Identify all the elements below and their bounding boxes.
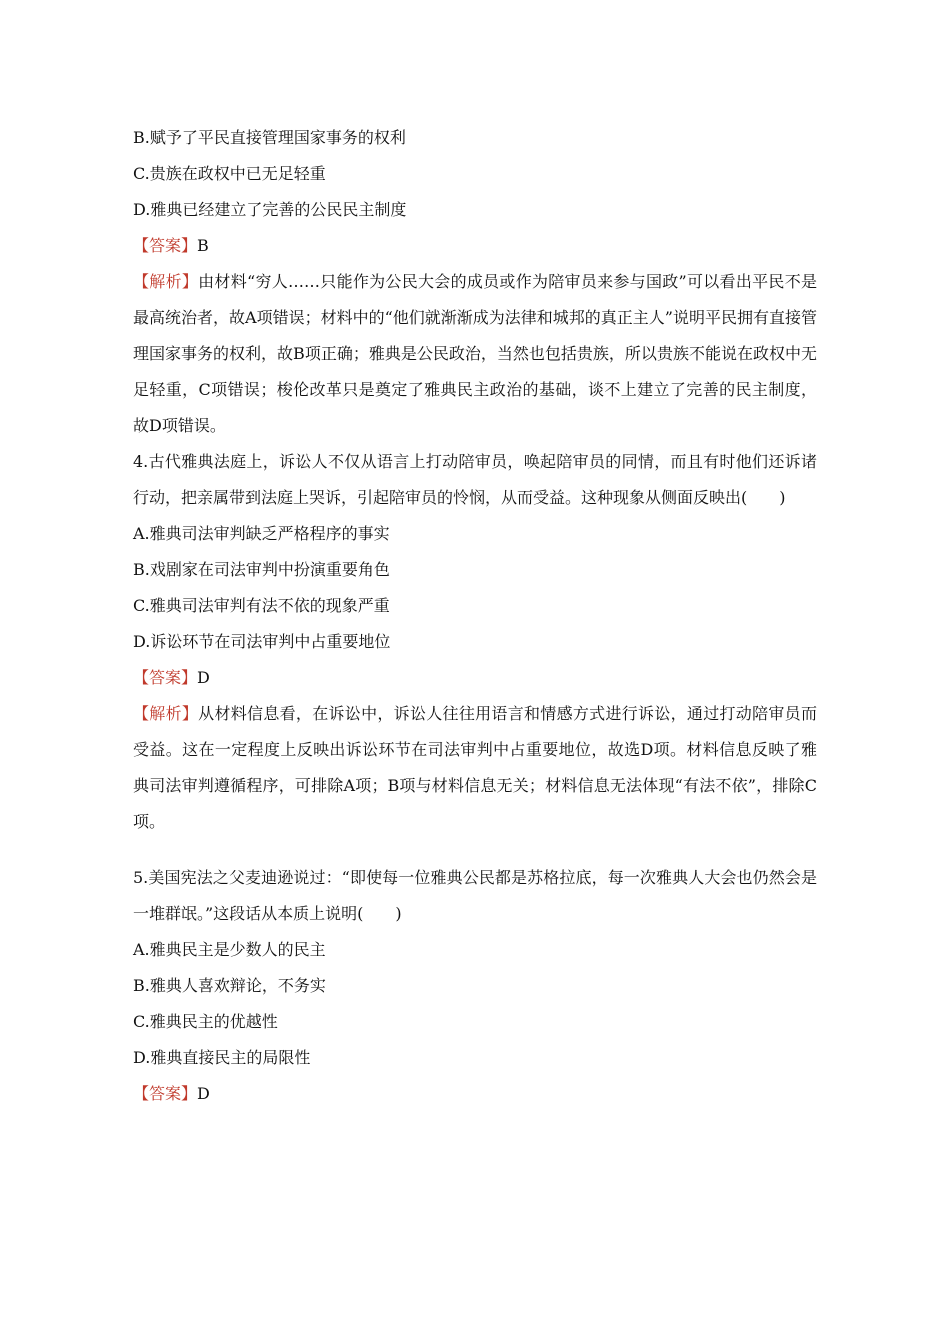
q4-analysis-tag: 【解析】 [133,704,199,723]
q5-option-c: C.雅典民主的优越性 [133,1012,278,1031]
q5-answer-tag: 【答案】 [133,1084,198,1103]
q4-analysis [133,696,817,840]
q4-answer-tag: 【答案】 [133,668,198,687]
q3-option-b: B.赋予了平民直接管理国家事务的权利 [133,128,406,147]
q5-answer-value: D [197,1084,210,1103]
q4-option-a: A.雅典司法审判缺乏严格程序的事实 [133,524,390,543]
q4-answer-value: D [197,668,210,687]
q4-analysis-text: 从材料信息看，在诉讼中，诉讼人往往用语言和情感方式进行诉讼，通过打动陪审员而受益。这在一定程度上反映出诉讼环节在司法审判中占重要地位，故选D项。材料信息反映了雅典司法审判遵循程序，可排除A项；B项与材料信息无关；材料信息无法体现“有法不依”，排除C项。 [133,704,817,831]
q3-answer [133,228,817,264]
q3-option-d: D.雅典已经建立了完善的公民民主制度 [133,200,407,219]
spacer [133,840,817,860]
q3-answer-tag: 【答案】 [133,236,198,255]
q5-stem: 5.美国宪法之父麦迪逊说过：“即使每一位雅典公民都是苏格拉底，每一次雅典人大会也仍然会是一堆群氓。”这段话从本质上说明( ) [133,868,817,923]
q3-analysis-text: 由材料“穷人……只能作为公民大会的成员或作为陪审员来参与国政”可以看出平民不是最高统治者，故A项错误；材料中的“他们就渐渐成为法律和城邦的真正主人”说明平民拥有直接管理国家事务的权利，故B项正确；雅典是公民政治，当然也包括贵族，所以贵族不能说在政权中无足轻重，C项错误；梭伦改革只是奠定了雅典民主政治的基础，谈不上建立了完善的民主制度，故D项错误。 [133,272,817,435]
q4-stem: 4.古代雅典法庭上，诉讼人不仅从语言上打动陪审员，唤起陪审员的同情，而且有时他们还诉诸行动，把亲属带到法庭上哭诉，引起陪审员的怜悯，从而受益。这种现象从侧面反映出( ) [133,452,817,507]
q5-answer [133,1076,817,1112]
q4-option-d: D.诉讼环节在司法审判中占重要地位 [133,632,391,651]
q3-answer-value: B [197,236,209,255]
q5-option-d: D.雅典直接民主的局限性 [133,1048,311,1067]
q3-analysis-tag: 【解析】 [133,272,199,291]
q3-analysis [133,264,817,444]
document-page [133,120,817,1112]
q5-option-b: B.雅典人喜欢辩论，不务实 [133,976,326,995]
q4-option-c: C.雅典司法审判有法不依的现象严重 [133,596,390,615]
q4-option-b: B.戏剧家在司法审判中扮演重要角色 [133,560,390,579]
q4-answer [133,660,817,696]
q3-option-c: C.贵族在政权中已无足轻重 [133,164,326,183]
q5-option-a: A.雅典民主是少数人的民主 [133,940,326,959]
